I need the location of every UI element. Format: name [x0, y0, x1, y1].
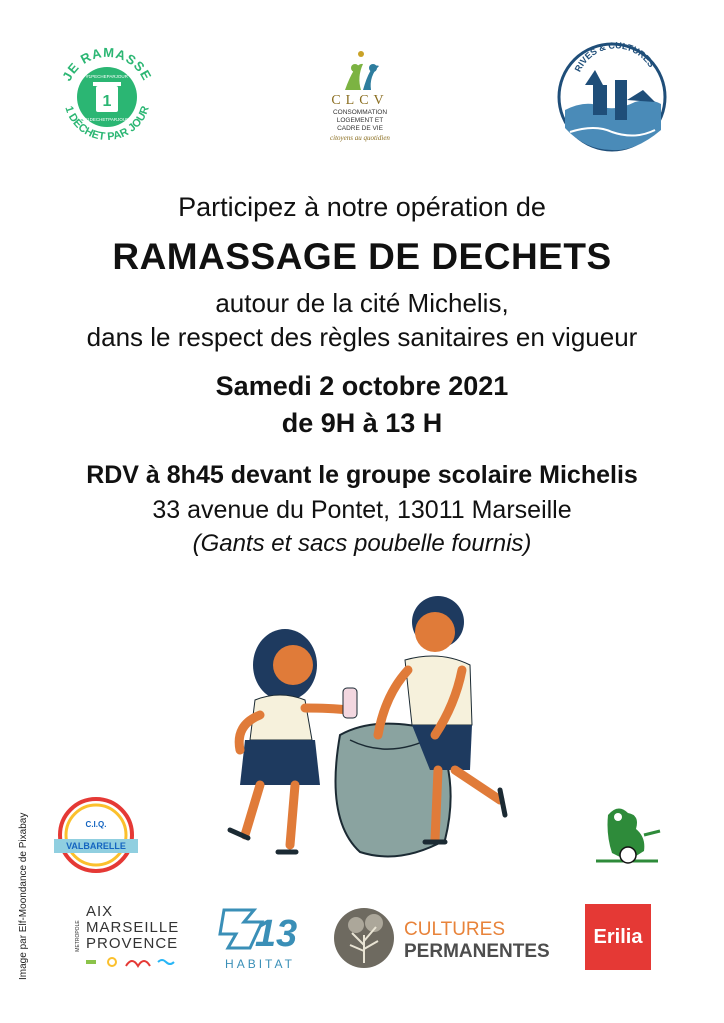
cultures-line2: PERMANENTES: [404, 941, 550, 962]
event-hours: de 9H à 13 H: [281, 408, 443, 438]
un-dechet-text: 1 DÉCHET PAR JOUR: [62, 104, 152, 144]
supplies-note: (Gants et sacs poubelle fournis): [192, 530, 532, 557]
address: 33 avenue du Pontet, 13011 Marseille: [152, 496, 572, 524]
cultures-line1: CULTURES: [404, 919, 505, 940]
clcv-tagline: citoyens au quotidien: [330, 134, 390, 142]
aix-side: METROPOLE: [75, 920, 81, 952]
event-date: Samedi 2 octobre 2021: [215, 371, 509, 401]
aix-line3: PROVENCE: [86, 935, 179, 952]
erilia-label: Erilia: [593, 925, 643, 948]
children-illustration: [200, 590, 530, 880]
habitat-number: 13: [254, 913, 298, 955]
hashtag-bottom: #1DECHETPARJOUR: [84, 117, 130, 122]
aix-marseille-logo: [70, 900, 195, 972]
aix-line2: MARSEILLE: [86, 919, 180, 936]
hashtag-top: #1PECHEPARJOUR: [86, 74, 128, 79]
erilia-logo: [585, 904, 651, 970]
clcv-line2: LOGEMENT ET: [336, 117, 384, 124]
subtitle-sanitary: dans le respect des règles sanitaires en vigueur: [86, 322, 638, 352]
clcv-logo: [305, 42, 415, 152]
cultures-permanentes-logo: [332, 905, 560, 971]
football-mascot-logo: [588, 795, 664, 875]
ciq-valbarelle-logo: [52, 795, 140, 875]
clcv-line3: CADRE DE VIE: [337, 125, 383, 132]
image-credit: Image par Elf-Moondance de Pixabay: [18, 812, 29, 980]
meeting-point: RDV à 8h45 devant le groupe scolaire Michelis: [86, 461, 638, 489]
13-habitat-logo: [214, 900, 306, 975]
ciq-line1: C.I.Q.: [85, 820, 107, 829]
je-ramasse-logo: [52, 42, 162, 152]
clcv-name: CLCV: [331, 93, 389, 108]
aix-line1: AIX: [86, 903, 114, 920]
rives-cultures-logo: [555, 40, 669, 154]
ciq-line2: VALBARELLE: [66, 841, 126, 851]
habitat-label: HABITAT: [225, 957, 295, 971]
je-ramasse-text: JE RAMASSE: [59, 44, 155, 84]
rives-text: RIVES & CULTURES: [572, 40, 657, 74]
bin-number: 1: [102, 93, 112, 110]
subtitle-location: autour de la cité Michelis,: [215, 288, 509, 318]
poster-title: RAMASSAGE DE DECHETS: [112, 236, 612, 277]
intro-text: Participez à notre opération de: [178, 192, 546, 222]
clcv-line1: CONSOMMATION: [332, 109, 388, 116]
